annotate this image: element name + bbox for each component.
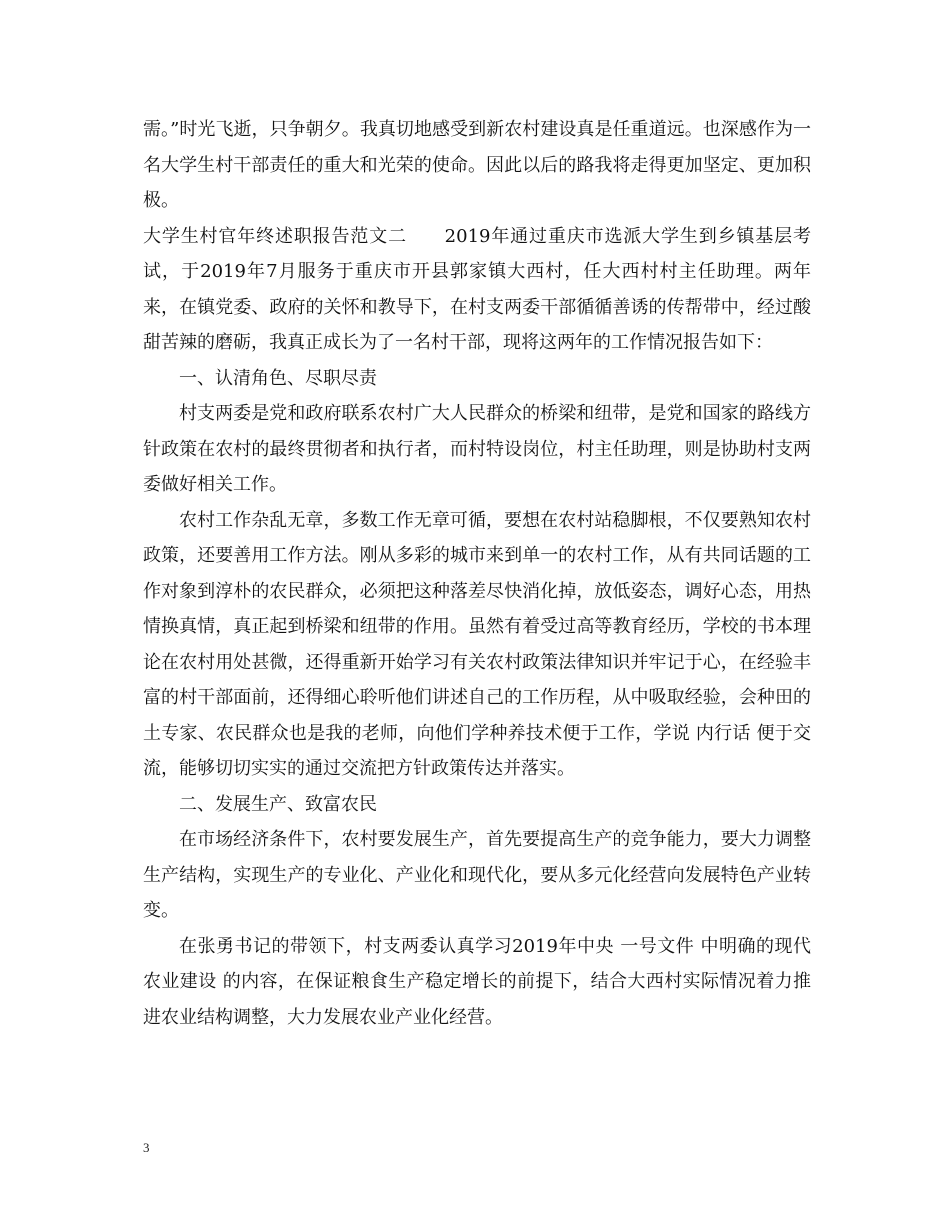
section-heading-2: 二、发展生产、致富农民 xyxy=(179,793,377,815)
paragraph: 在市场经济条件下，农村要发展生产，首先要提高生产的竞争能力，要大力调整生产结构，实现生产的专业化、产业化和现代化，要从多元化经营向发展特色产业转变。 xyxy=(143,829,811,921)
page-number: 3 xyxy=(143,1140,150,1155)
paragraph: 在张勇书记的带领下，村支两委认真学习2019年中央 一号文件 中明确的现代农业建设 的内容，在保证粮食生产稳定增长的前提下，结合大西村实际情况着力推进农业结构调整，大力发展农业产业化经营。 xyxy=(143,935,811,1028)
section-heading-1: 一、认清角色、尽职尽责 xyxy=(179,367,377,389)
paragraph: 需。”时光飞逝，只争朝夕。我真切地感受到新农村建设真是任重道远。也深感作为一名大学生村干部责任的重大和光荣的使命。因此以后的路我将走得更加坚定、更加积极。 xyxy=(143,119,811,211)
document-body xyxy=(143,112,811,1035)
paragraph: 村支两委是党和政府联系农村广大人民群众的桥梁和纽带，是党和国家的路线方针政策在农村的最终贯彻者和执行者，而村特设岗位，村主任助理，则是协助村支两委做好相关工作。 xyxy=(143,403,811,495)
paragraph: 农村工作杂乱无章，多数工作无章可循，要想在农村站稳脚根，不仅要熟知农村政策，还要善用工作方法。刚从多彩的城市来到单一的农村工作，从有共同话题的工作对象到淳朴的农民群众，必须把这种落差尽快消化掉，放低姿态，调好心态，用热情换真情，真正起到桥梁和纽带的作用。虽然有着受过高等教育经历，学校的书本理论在农村用处甚微，还得重新开始学习有关农村政策法律知识并牢记于心，在经验丰富的村干部面前，还得细心聆听他们讲述自己的工作历程，从中吸取经验，会种田的土专家、农民群众也是我的老师，向他们学种养技术便于工作，学说 内行话 便于交流，能够切切实实的通过交流把方针政策传达并落实。 xyxy=(143,509,811,779)
paragraph-section-intro: 大学生村官年终述职报告范文二 2019年通过重庆市选派大学生到乡镇基层考试，于2019年7月服务于重庆市开县郭家镇大西村，任大西村村主任助理。两年来，在镇党委、政府的关怀和教导下，在村支两委干部循循善诱的传帮带中，经过酸甜苦辣的磨砺，我真正成长为了一名村干部，现将这两年的工作情况报告如下： xyxy=(143,225,811,353)
